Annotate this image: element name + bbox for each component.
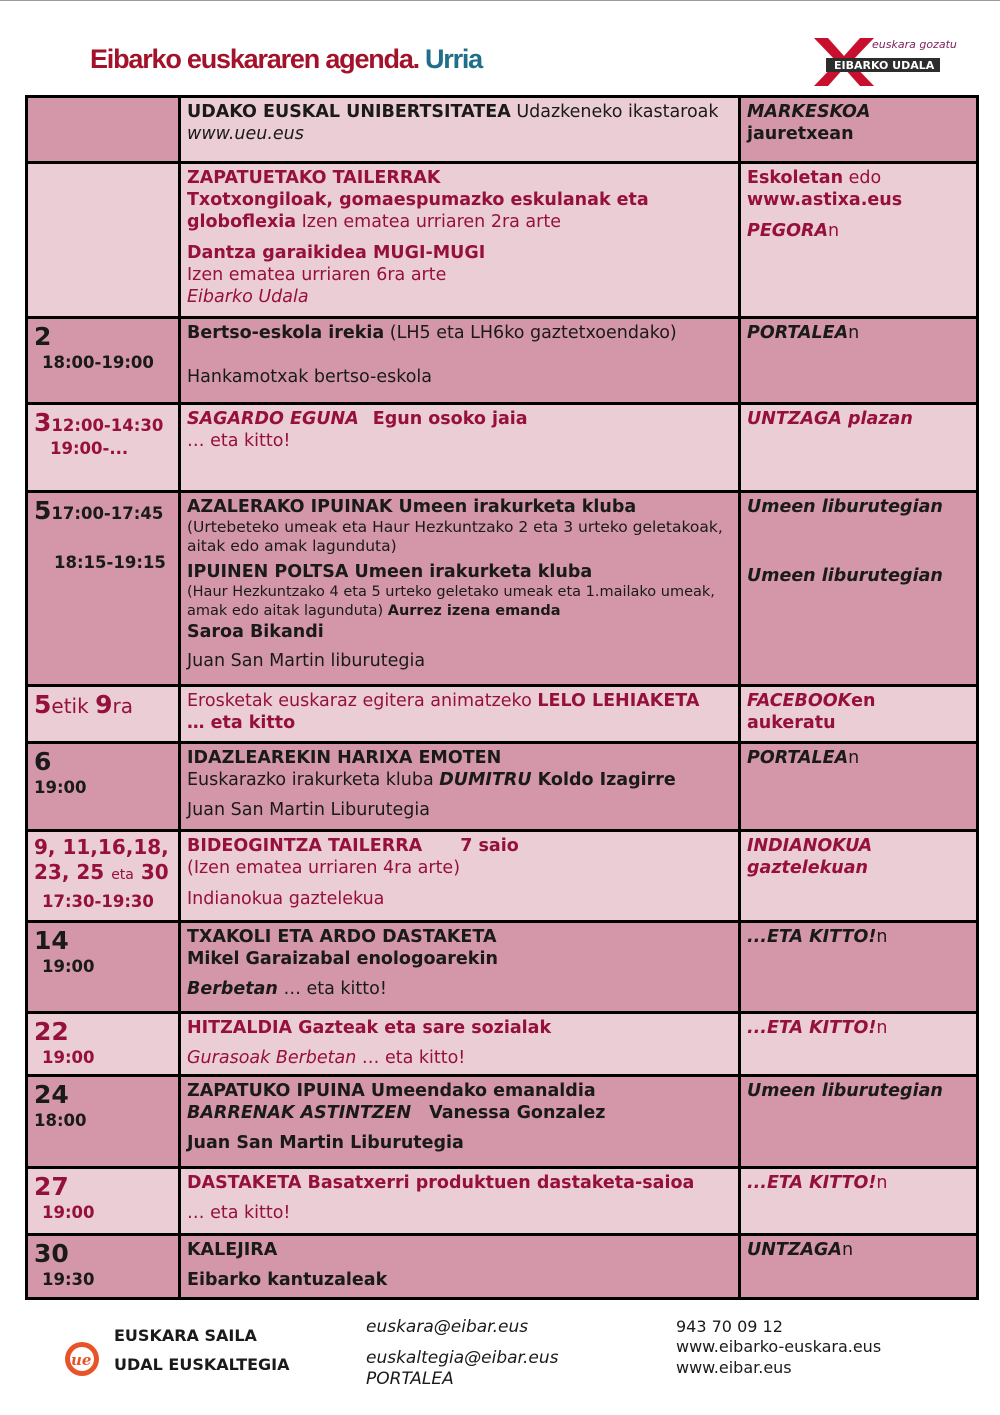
top-rule xyxy=(0,0,1000,1)
event-title: Dantza garaikidea xyxy=(187,243,373,263)
location-name: UNTZAGA plazan xyxy=(747,409,913,429)
location-cell xyxy=(740,922,978,1013)
event-cell xyxy=(180,97,740,163)
location-name: PORTALEA xyxy=(747,748,849,768)
eibarko-udala-logo xyxy=(806,34,957,90)
date-day: 24 xyxy=(34,1080,69,1109)
event-cell xyxy=(180,404,740,492)
date-days: 23, 25 xyxy=(34,860,112,884)
location-cell xyxy=(740,1013,978,1076)
event-organizer: … eta kitto xyxy=(187,713,296,733)
table-row xyxy=(27,686,978,743)
event-cell xyxy=(180,1235,740,1299)
date-time: 18:00 xyxy=(34,1111,87,1130)
location-name: MARKESKOA xyxy=(747,102,871,122)
date-time: 18:00-19:00 xyxy=(42,353,154,372)
location-detail: jauretxean xyxy=(747,124,854,144)
event-cell xyxy=(180,686,740,743)
event-organizer: … eta kitto! xyxy=(187,1203,291,1223)
date-time: 19:00 xyxy=(34,778,87,797)
table-row xyxy=(27,1235,978,1299)
event-title: KALEJIRA xyxy=(187,1240,278,1260)
date-cell xyxy=(27,686,180,743)
table-row xyxy=(27,492,978,686)
date-time: 17:30-19:30 xyxy=(42,892,154,911)
event-cell xyxy=(180,831,740,922)
date-cell xyxy=(27,163,180,318)
title-main: Eibarko euskararen agenda. xyxy=(90,44,419,74)
date-day: 22 xyxy=(34,1017,69,1046)
event-cell xyxy=(180,492,740,686)
event-note: (Izen ematea urriaren 4ra arte) xyxy=(187,858,461,878)
event-organizer: Indianokua gaztelekua xyxy=(187,889,385,909)
event-registration: Aurrez izena emanda xyxy=(387,603,561,619)
event-note: (Urtebeteko umeak eta Haur Hezkuntzako 2 eta 3 urteko geletakoak, aitak edo amak lagunduta) xyxy=(187,518,723,555)
date-time: 19:00 xyxy=(42,1203,95,1222)
date-days: 9, 11,16,18, xyxy=(34,835,169,859)
location-suffix: n xyxy=(876,1173,888,1193)
date-cell xyxy=(27,1013,180,1076)
event-cell xyxy=(180,743,740,831)
location-suffix: en xyxy=(851,691,876,711)
location-detail: aukeratu xyxy=(747,713,836,733)
event-subtitle: (LH5 eta LH6ko gaztetxoendako) xyxy=(384,323,677,343)
location-name: PEGORA xyxy=(747,221,829,241)
event-title: TXAKOLI ETA ARDO DASTAKETA xyxy=(187,927,497,947)
event-subtitle: Euskarazko irakurketa kluba xyxy=(187,770,440,790)
event-organizer: Hankamotxak bertso-eskola xyxy=(187,367,432,387)
location-link[interactable]: www.astixa.eus xyxy=(747,190,903,210)
event-cell xyxy=(180,1076,740,1168)
date-time: 19:30 xyxy=(42,1270,95,1289)
event-title: HITZALDIA Gazteak eta sare sozialak xyxy=(187,1018,552,1038)
event-title: ZAPATUKO IPUINA Umeendako emanaldia xyxy=(187,1081,596,1101)
date-day: 30 xyxy=(34,1239,69,1268)
date-cell xyxy=(27,1168,180,1235)
event-show: BARRENAK ASTINTZEN xyxy=(187,1103,412,1123)
date-day: 27 xyxy=(34,1172,69,1201)
location-name: UNTZAGA xyxy=(747,1240,842,1260)
date-time: 19:00 xyxy=(42,957,95,976)
event-author: Koldo Izagirre xyxy=(531,770,676,790)
footer-email-2[interactable]: euskaltegia@eibar.eus xyxy=(366,1348,559,1368)
table-row xyxy=(27,1168,978,1235)
event-title: IDAZLEAREKIN HARIXA EMOTEN xyxy=(187,748,502,768)
location-suffix: n xyxy=(876,927,888,947)
title-month: Urria xyxy=(424,44,482,74)
event-note: Izen ematea urriaren 6ra arte xyxy=(187,265,447,285)
event-subtitle: Udazkeneko ikastaroak xyxy=(510,102,719,122)
date-conj: eta xyxy=(111,867,134,883)
event-organizer: Juan San Martin Liburutegia xyxy=(187,1133,464,1153)
date-time: 18:15-19:15 xyxy=(54,553,166,572)
location-name: ...ETA KITTO! xyxy=(747,1173,877,1193)
event-organizer: Eibarko Udala xyxy=(187,287,309,307)
location-cell xyxy=(740,743,978,831)
date-days: 30 xyxy=(133,860,169,884)
footer-web-2[interactable]: www.eibar.eus xyxy=(676,1358,792,1377)
date-time: 19:00 xyxy=(42,1048,95,1067)
location-cell xyxy=(740,686,978,743)
table-row xyxy=(27,404,978,492)
event-subtitle: Mikel Garaizabal enologoarekin xyxy=(187,949,498,969)
location-name: ...ETA KITTO! xyxy=(747,1018,877,1038)
event-title: BIDEOGINTZA TAILERRA xyxy=(187,836,423,856)
table-row xyxy=(27,97,978,163)
event-organizer-suffix: … eta kitto! xyxy=(277,979,387,999)
event-cell xyxy=(180,1013,740,1076)
event-subtitle: Egun osoko jaia xyxy=(372,409,528,429)
location-suffix: n xyxy=(841,1240,854,1260)
event-group: MUGI-MUGI xyxy=(372,243,486,263)
date-cell xyxy=(27,318,180,404)
event-organizer: … eta kitto! xyxy=(187,431,291,451)
location-name: ...ETA KITTO! xyxy=(747,927,877,947)
date-time: 17:00-17:45 xyxy=(51,504,164,523)
event-cell xyxy=(180,163,740,318)
event-organizer: Berbetan xyxy=(187,979,278,999)
date-day: 14 xyxy=(34,926,69,955)
location-cell xyxy=(740,492,978,686)
event-note: Izen ematea urriaren 2ra arte xyxy=(296,212,561,232)
event-cell xyxy=(180,318,740,404)
location-name: Umeen liburutegian xyxy=(747,497,943,517)
event-title: SAGARDO EGUNA xyxy=(187,409,359,429)
euskaltegia-logo xyxy=(63,1340,101,1378)
event-cell xyxy=(180,1168,740,1235)
table-row xyxy=(27,163,978,318)
footer-web-1[interactable]: www.eibarko-euskara.eus xyxy=(676,1337,882,1356)
location-name: Umeen liburutegian xyxy=(747,566,943,586)
footer-place: PORTALEA xyxy=(366,1369,454,1389)
logo-bottom-text: EIBARKO UDALA xyxy=(834,59,935,72)
logo-letters: ue xyxy=(71,1351,92,1369)
event-organizer: Gurasoak Berbetan xyxy=(187,1048,357,1068)
date-time: 12:00-14:30 xyxy=(51,416,164,435)
logo-top-text: euskara gozatu xyxy=(872,38,957,51)
location-name: INDIANOKUA xyxy=(747,836,873,856)
date-cell xyxy=(27,1076,180,1168)
location-cell xyxy=(740,1168,978,1235)
event-title: Bertso-eskola irekia xyxy=(187,323,385,343)
location-name: PORTALEA xyxy=(747,323,849,343)
date-word: etik xyxy=(51,694,96,718)
table-row xyxy=(27,831,978,922)
date-time: 19:00-... xyxy=(50,439,129,458)
location-conj: edo xyxy=(843,168,882,188)
event-organizer-suffix: … eta kitto! xyxy=(356,1048,466,1068)
table-row xyxy=(27,318,978,404)
location-name: FACEBOOK xyxy=(747,691,852,711)
event-subtitle: LELO LEHIAKETA xyxy=(537,691,700,711)
location-cell xyxy=(740,97,978,163)
agenda-table xyxy=(25,95,979,1300)
event-link[interactable]: www.ueu.eus xyxy=(187,124,304,144)
date-cell xyxy=(27,492,180,686)
location-name: Eskoletan xyxy=(747,168,844,188)
location-cell xyxy=(740,831,978,922)
date-cell xyxy=(27,404,180,492)
event-title: ZAPATUETAKO TAILERRAK xyxy=(187,168,441,188)
event-title: DASTAKETA Basatxerri produktuen dastaketa-saioa xyxy=(187,1173,695,1193)
event-performer: Saroa Bikandi xyxy=(187,622,324,642)
location-detail: gaztelekuan xyxy=(747,858,868,878)
event-organizer: Eibarko kantuzaleak xyxy=(187,1270,388,1290)
event-title: AZALERAKO IPUINAK Umeen irakurketa kluba xyxy=(187,497,637,517)
event-title: Erosketak euskaraz egitera animatzeko xyxy=(187,691,538,711)
event-performer: Vanessa Gonzalez xyxy=(429,1103,606,1123)
date-cell xyxy=(27,922,180,1013)
location-suffix: n xyxy=(876,1018,888,1038)
date-day: 2 xyxy=(34,322,52,351)
date-word: ra xyxy=(112,694,133,718)
footer-phone: 943 70 09 12 xyxy=(676,1317,783,1336)
event-title: IPUINEN POLTSA Umeen irakurketa kluba xyxy=(187,562,593,582)
event-note: (Haur Hezkuntzako 4 eta 5 urteko geletako umeak eta 1.mailako umeak, amak edo aitak lagunduta) xyxy=(187,584,715,619)
location-suffix: n xyxy=(828,221,840,241)
location-cell xyxy=(740,318,978,404)
table-row xyxy=(27,1013,978,1076)
footer-dept-1: EUSKARA SAILA xyxy=(114,1326,257,1345)
page-title xyxy=(90,44,482,75)
location-cell xyxy=(740,163,978,318)
location-cell xyxy=(740,1235,978,1299)
date-cell xyxy=(27,1235,180,1299)
event-organizer: Juan San Martin Liburutegia xyxy=(187,800,430,820)
event-cell xyxy=(180,922,740,1013)
location-suffix: n xyxy=(848,323,860,343)
table-row xyxy=(27,743,978,831)
date-cell xyxy=(27,831,180,922)
date-day: 5 xyxy=(34,496,52,525)
table-row xyxy=(27,922,978,1013)
date-day: 9 xyxy=(95,690,113,719)
location-suffix: n xyxy=(848,748,860,768)
location-name: Umeen liburutegian xyxy=(747,1081,943,1101)
date-day: 3 xyxy=(34,408,52,437)
date-cell xyxy=(27,743,180,831)
footer-email-1[interactable]: euskara@eibar.eus xyxy=(366,1317,529,1337)
event-book: DUMITRU xyxy=(439,770,532,790)
date-cell xyxy=(27,97,180,163)
event-sessions: 7 saio xyxy=(460,836,519,856)
location-cell xyxy=(740,404,978,492)
date-day: 5 xyxy=(34,690,52,719)
table-row xyxy=(27,1076,978,1168)
event-subtitle: Txotxongiloak, gomaespumazko eskulanak eta globoflexia xyxy=(187,190,649,232)
event-title: UDAKO EUSKAL UNIBERTSITATEA xyxy=(187,102,511,122)
footer-dept-2: UDAL EUSKALTEGIA xyxy=(114,1355,290,1374)
event-organizer: Juan San Martin liburutegia xyxy=(187,651,426,671)
location-cell xyxy=(740,1076,978,1168)
date-day: 6 xyxy=(34,747,52,776)
